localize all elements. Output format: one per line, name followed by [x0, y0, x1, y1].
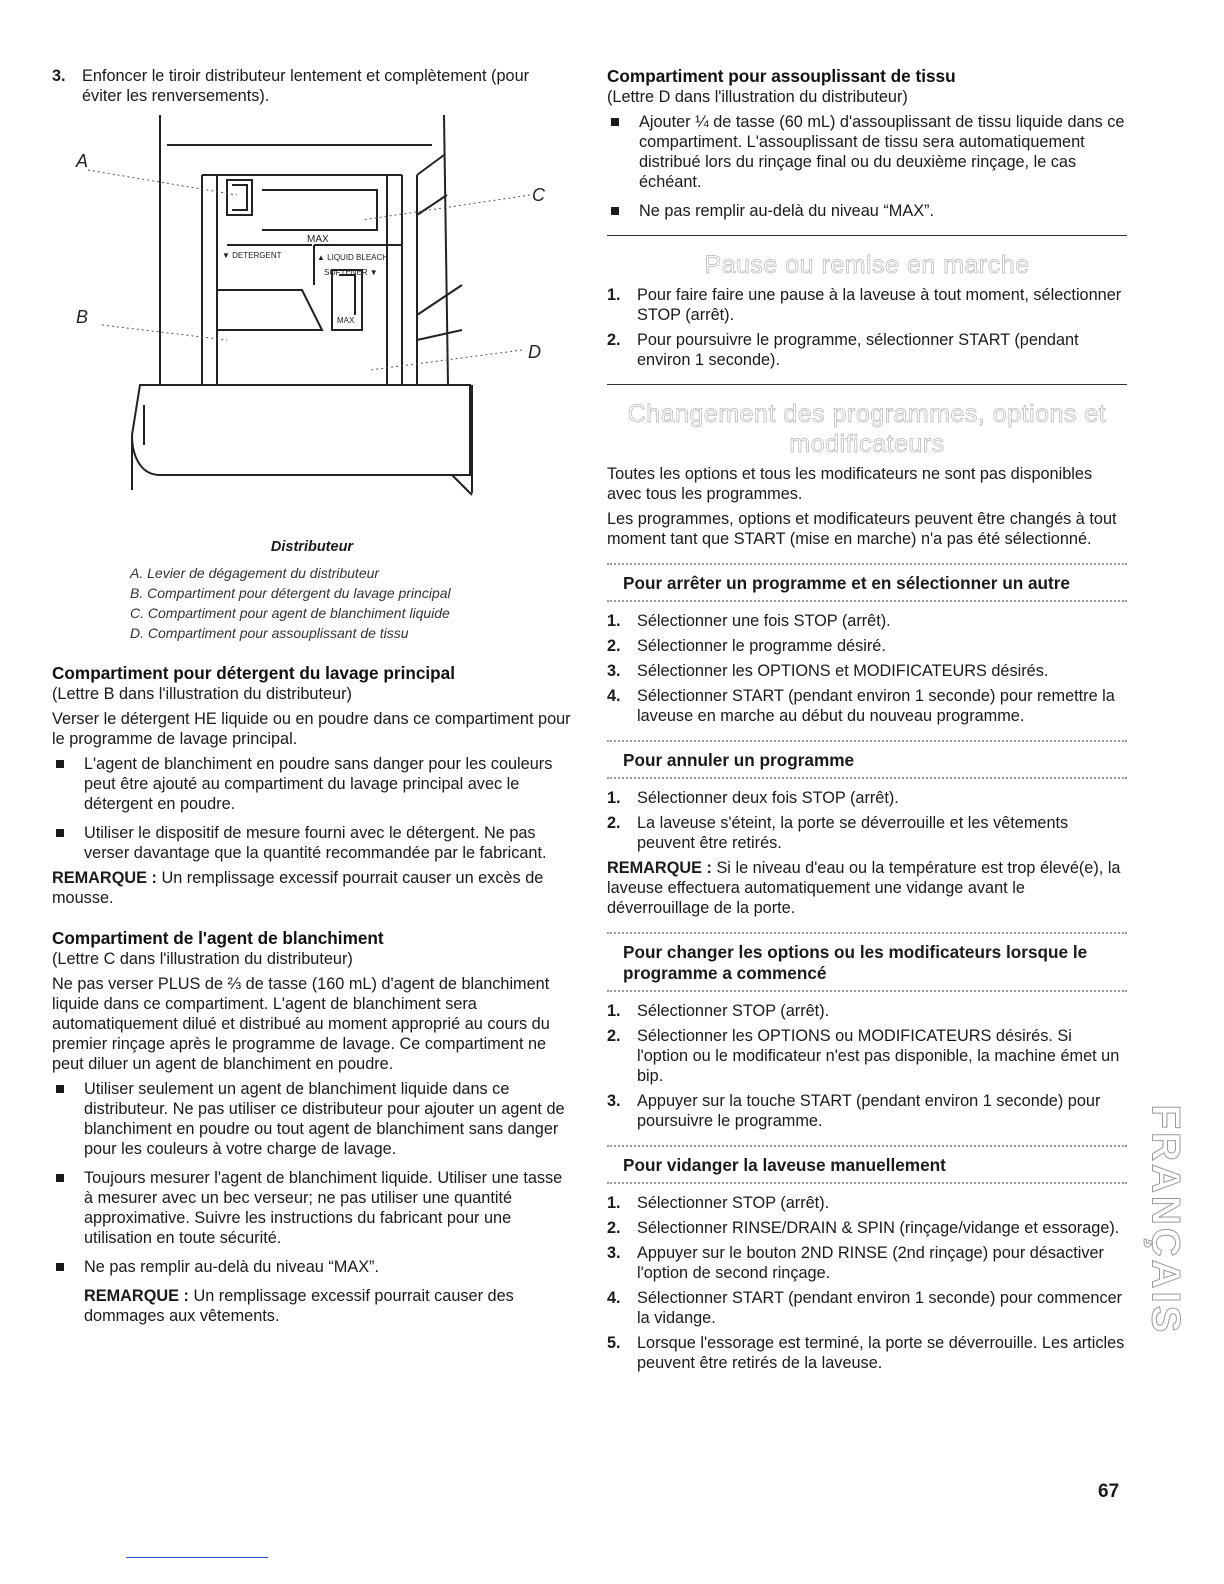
step-text: Sélectionner STOP (arrêt). [637, 1002, 830, 1020]
step-number: 2. [607, 1219, 621, 1237]
subheading-text: Pour arrêter un programme et en sélectionner un autre [623, 573, 1070, 593]
step-number: 2. [607, 1027, 621, 1045]
step-number: 3. [607, 1244, 621, 1262]
note-label: REMARQUE : [84, 1287, 189, 1305]
step-text: Pour poursuivre le programme, sélectionner START (pendant environ 1 seconde). [637, 331, 1079, 369]
cancel-step [607, 813, 1127, 853]
change-options-step [607, 1026, 1127, 1086]
label-c: C [532, 185, 545, 205]
stop-select-step [607, 611, 1127, 631]
step-text: Appuyer sur le bouton 2ND RINSE (2nd rinçage) pour désactiver l'option de second rinçage. [637, 1244, 1104, 1282]
subheading-text: Pour vidanger la laveuse manuellement [623, 1155, 946, 1175]
figure-captions [52, 563, 572, 643]
bleach-heading: Compartiment de l'agent de blanchiment [52, 928, 384, 948]
detergent-subtitle: (Lettre B dans l'illustration du distributeur) [52, 685, 352, 703]
note-text: Un remplissage excessif pourrait causer des dommages aux vêtements. [84, 1287, 514, 1325]
step-number: 3. [607, 1092, 621, 1110]
step-number: 3. [607, 662, 621, 680]
note-text: Un remplissage excessif pourrait causer un excès de mousse. [52, 869, 544, 907]
detergent-paragraph: Verser le détergent HE liquide ou en poudre dans ce compartiment pour le programme de lavage principal. [52, 710, 571, 748]
label-a: A [76, 151, 89, 171]
pause-section-title: Pause ou remise en marche [704, 251, 1030, 279]
figure-title: Distributeur [270, 539, 354, 555]
softener-heading: Compartiment pour assouplissant de tissu [607, 66, 956, 86]
bullet-item [52, 1257, 572, 1277]
section-divider [607, 384, 1127, 385]
footer-rule [126, 1557, 268, 1558]
note-label: REMARQUE : [607, 859, 712, 877]
bullet-text: Ajouter ¼ de tasse (60 mL) d'assouplissant de tissu liquide dans ce compartiment. L'assouplissant de tissu sera automatiquement distribué lors du rinçage final ou du deuxième rinçage, le cas échéant. [639, 113, 1125, 191]
bullet-icon [611, 207, 619, 215]
step-text: Lorsque l'essorage est terminé, la porte se déverrouille. Les articles peuvent être retirés de la laveuse. [637, 1334, 1125, 1372]
step-number: 3. [52, 67, 66, 85]
max-top-label: MAX [307, 234, 329, 245]
step-number: 2. [607, 637, 621, 655]
bullet-item [52, 1079, 572, 1159]
drain-step [607, 1243, 1127, 1283]
stop-select-step [607, 661, 1127, 681]
step-text: Appuyer sur la touche START (pendant environ 1 seconde) pour poursuivre le programme. [637, 1092, 1101, 1130]
drain-step [607, 1218, 1127, 1238]
drain-step [607, 1288, 1127, 1328]
detergent-label: ▼ DETERGENT [222, 251, 282, 260]
bullet-text: Utiliser seulement un agent de blanchiment liquide dans ce distributeur. Ne pas utiliser ce distributeur pour ajouter un agent de blanchiment en poudre ou tout agent de blanchiment sans danger pour les couleurs à votre charge de lavage. [84, 1080, 565, 1158]
bleach-note [52, 1286, 572, 1326]
language-tab-text: FRANÇAIS [1143, 1104, 1188, 1336]
bullet-text: Utiliser le dispositif de mesure fourni avec le détergent. Ne pas verser davantage que la quantité recommandée par le fabricant. [84, 824, 547, 862]
step-text: Sélectionner RINSE/DRAIN & SPIN (rinçage/vidange et essorage). [637, 1219, 1120, 1237]
step-text: Sélectionner START (pendant environ 1 seconde) pour remettre la laveuse en marche au début du nouveau programme. [637, 687, 1115, 725]
cancel-heading [607, 740, 1127, 779]
bullet-item [52, 754, 572, 814]
bullet-item [607, 112, 1127, 192]
drain-step [607, 1193, 1127, 1213]
stop-select-step [607, 686, 1127, 726]
left-column [52, 66, 572, 1326]
detergent-note [52, 868, 572, 908]
step-number: 4. [607, 1289, 621, 1307]
step-text: La laveuse s'éteint, la porte se déverrouille et les vêtements peuvent être retirés. [637, 814, 1069, 852]
dispenser-figure [52, 115, 572, 535]
bullet-text: L'agent de blanchiment en poudre sans danger pour les couleurs peut être ajouté au compartiment du lavage principal avec le détergent en poudre. [84, 755, 553, 813]
language-side-tab [1140, 1070, 1190, 1370]
note-label: REMARQUE : [52, 869, 157, 887]
bullet-text: Ne pas remplir au-delà du niveau “MAX”. [639, 202, 935, 220]
stop-select-heading [607, 563, 1127, 602]
change-section-title-line1: Changement des programmes, options et [627, 400, 1107, 428]
bullet-icon [56, 1174, 64, 1182]
bullet-item [52, 1168, 572, 1248]
bleach-subtitle: (Lettre C dans l'illustration du distributeur) [52, 950, 353, 968]
bullet-text: Toujours mesurer l'agent de blanchiment liquide. Utiliser une tasse à mesurer avec un bec verseur; ne pas utiliser une quantité approximative. Suivre les instructions du fabricant pour une utilisation en toute sécurité. [84, 1169, 563, 1247]
change-options-step [607, 1001, 1127, 1021]
caption-d: D. Compartiment pour assouplissant de tissu [130, 625, 409, 641]
change-paragraph-1: Toutes les options et tous les modificateurs ne sont pas disponibles avec tous les programmes. [607, 465, 1093, 503]
dispenser-illustration [52, 115, 572, 535]
cancel-step [607, 788, 1127, 808]
bullet-icon [56, 1263, 64, 1271]
change-options-heading [607, 932, 1127, 992]
step-text: Sélectionner les OPTIONS ou MODIFICATEURS désirés. Si l'option ou le modificateur n'est pas disponible, la machine émet un bip. [637, 1027, 1120, 1085]
step-number: 1. [607, 789, 621, 807]
liquid-bleach-label: ▲ LIQUID BLEACH [317, 253, 389, 262]
max-small-label: MAX [337, 316, 355, 325]
bullet-icon [56, 760, 64, 768]
bullet-icon [611, 118, 619, 126]
step-number: 2. [607, 331, 621, 349]
step-number: 1. [607, 612, 621, 630]
step-text: Enfoncer le tiroir distributeur lentement et complètement (pour éviter les renversements). [82, 67, 530, 105]
subheading-text: Pour changer les options ou les modificateurs lorsque le programme a commencé [623, 942, 1088, 983]
drain-heading [607, 1145, 1127, 1184]
step-text: Sélectionner les OPTIONS et MODIFICATEURS désirés. [637, 662, 1049, 680]
step-number: 4. [607, 687, 621, 705]
bullet-icon [56, 1085, 64, 1093]
softener-label: SOFTENER ▼ [324, 268, 378, 277]
stop-select-step [607, 636, 1127, 656]
step-number: 5. [607, 1334, 621, 1352]
subheading-text: Pour annuler un programme [623, 750, 855, 770]
step-text: Sélectionner START (pendant environ 1 seconde) pour commencer la vidange. [637, 1289, 1123, 1327]
label-b: B [76, 307, 89, 327]
right-column [607, 66, 1127, 1373]
bullet-item [52, 823, 572, 863]
label-d: D [528, 342, 541, 362]
bleach-paragraph: Ne pas verser PLUS de ⅔ de tasse (160 mL) d'agent de blanchiment liquide dans ce compartiment. L'agent de blanchiment sera automatiquement dilué et distribué au moment approprié au cours du premier rinçage après le programme de lavage. Ce compartiment ne peut diluer un agent de blanchiment en poudre. [52, 975, 550, 1073]
step-number: 2. [607, 814, 621, 832]
page-number: 67 [1098, 1481, 1120, 1502]
bullet-icon [56, 829, 64, 837]
change-options-step [607, 1091, 1127, 1131]
bullet-item [607, 201, 1127, 221]
softener-subtitle: (Lettre D dans l'illustration du distributeur) [607, 88, 908, 106]
change-paragraph-2: Les programmes, options et modificateurs peuvent être changés à tout moment tant que START (mise en marche) n'a pas été sélectionné. [607, 510, 1117, 548]
step-text: Sélectionner le programme désiré. [637, 637, 886, 655]
pause-step [607, 330, 1127, 370]
drain-step [607, 1333, 1127, 1373]
step-3 [52, 66, 572, 106]
caption-b: B. Compartiment pour détergent du lavage principal [130, 585, 451, 601]
step-text: Sélectionner STOP (arrêt). [637, 1194, 830, 1212]
bullet-text: Ne pas remplir au-delà du niveau “MAX”. [84, 1258, 380, 1276]
caption-a: A. Levier de dégagement du distributeur [130, 565, 380, 581]
caption-c: C. Compartiment pour agent de blanchiment liquide [130, 605, 450, 621]
detergent-heading: Compartiment pour détergent du lavage principal [52, 663, 456, 683]
cancel-note [607, 858, 1127, 918]
step-text: Sélectionner deux fois STOP (arrêt). [637, 789, 899, 807]
section-divider [607, 235, 1127, 236]
step-number: 1. [607, 286, 621, 304]
step-number: 1. [607, 1002, 621, 1020]
note-text: Si le niveau d'eau ou la température est trop élevé(e), la laveuse effectuera automatiquement une vidange avant le déverrouillage de la porte. [607, 859, 1121, 917]
pause-step [607, 285, 1127, 325]
step-number: 1. [607, 1194, 621, 1212]
step-text: Pour faire faire une pause à la laveuse à tout moment, sélectionner STOP (arrêt). [637, 286, 1122, 324]
change-section-title-line2: modificateurs [789, 430, 945, 458]
step-text: Sélectionner une fois STOP (arrêt). [637, 612, 891, 630]
